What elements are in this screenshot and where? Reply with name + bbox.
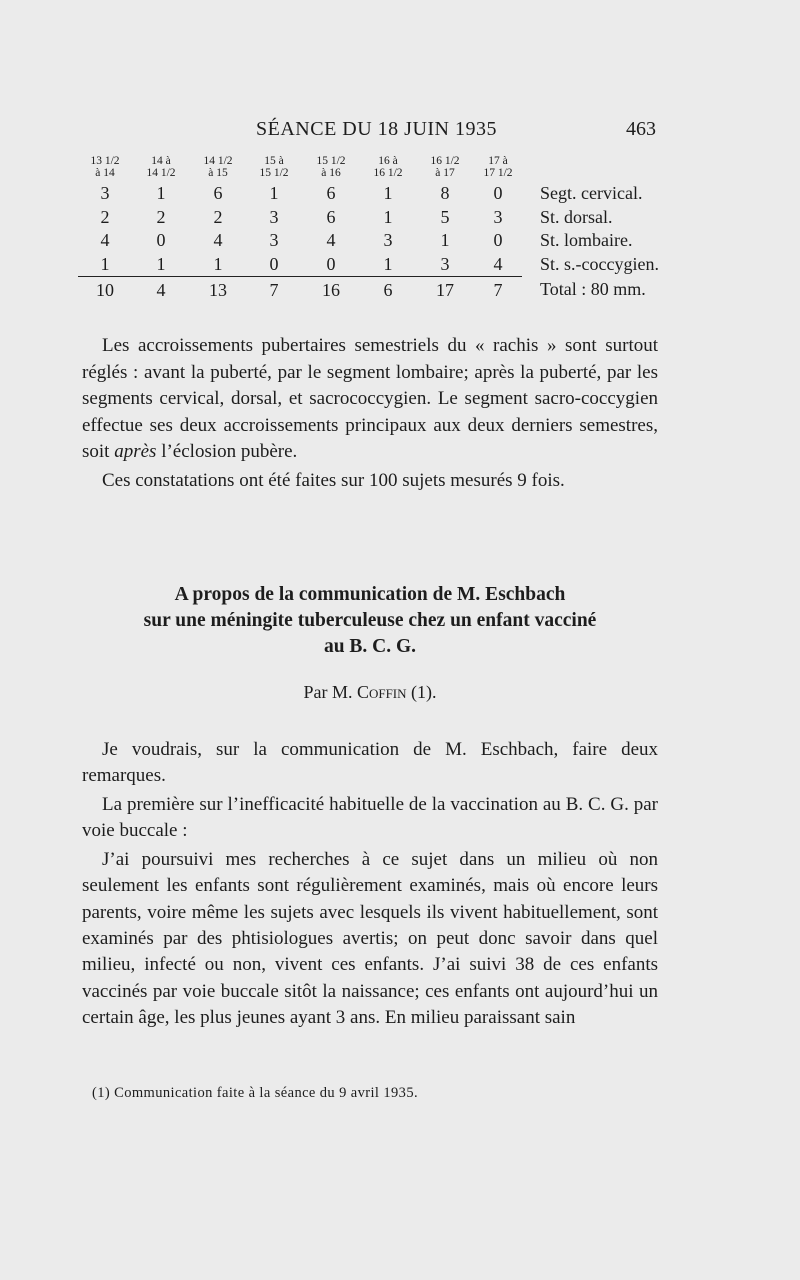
table-cell: 4 xyxy=(474,253,522,277)
table-cell: 6 xyxy=(326,183,336,204)
row-label: St. dorsal. xyxy=(540,206,613,227)
table-cell: 4 xyxy=(213,230,223,251)
growth-table xyxy=(78,152,700,303)
table-row xyxy=(78,253,700,277)
table-cell: 3 xyxy=(100,183,110,204)
table-cell: 2 xyxy=(213,206,223,227)
table-cell: 3 xyxy=(269,230,279,251)
table-cell: 8 xyxy=(440,183,450,204)
table-cell: 0 xyxy=(302,253,360,277)
total-cell: 10 xyxy=(96,279,114,300)
table-cell: 3 xyxy=(416,253,474,277)
table-cell: 6 xyxy=(326,206,336,227)
paragraph: Ces constatations ont été faites sur 100 sujets mesurés 9 fois. xyxy=(102,469,565,491)
column-header: 16 1/2 à 17 xyxy=(430,155,460,179)
author-name: Coffin xyxy=(356,682,407,702)
table-cell: 1 xyxy=(383,206,393,227)
page-number: 463 xyxy=(626,118,656,140)
row-label: St. s.-coccygien. xyxy=(540,254,659,274)
table-cell: 1 xyxy=(78,253,132,277)
table-cell: 4 xyxy=(326,230,336,251)
paragraph: J’ai poursuivi mes recherches à ce sujet dans un milieu où non seulement les enfants sont régulièrement examinés, mais où encore leurs parents, voire même les sujets avec lesquels ils vivent habituellement, sont examinés par des phtisiologues avertis; on peut donc savoir dans quel milieu, infecté ou non, vivent ces enfants. J’ai suivi 38 de ces enfants vaccinés par voie buccale sitôt la naissance; ces enfants ont aujourd’hui un certain âge, les plus jeunes ayant 3 ans. En milieu paraissant sain xyxy=(82,849,658,1028)
table-header-row xyxy=(78,152,700,182)
author-line: Par M. Coffin (1). xyxy=(303,682,437,702)
table-cell: 5 xyxy=(440,206,450,227)
total-cell: 17 xyxy=(436,279,454,300)
table-cell: 4 xyxy=(100,230,110,251)
table-row xyxy=(78,206,700,230)
column-header: 14 à 14 1/2 xyxy=(146,155,176,179)
total-cell: 7 xyxy=(269,279,279,300)
total-cell: 4 xyxy=(156,279,166,300)
paragraph: La première sur l’inefficacité habituelle de la vaccination au B. C. G. par voie buccale : xyxy=(82,794,658,842)
article-title: A propos de la communication de M. Eschbach sur une méningite tuberculeuse chez un enfant vacciné au B. C. G. xyxy=(143,584,597,657)
column-header: 15 à 15 1/2 xyxy=(259,155,289,179)
column-header: 13 1/2 à 14 xyxy=(90,155,120,179)
column-header: 15 1/2 à 16 xyxy=(316,155,346,179)
table-row xyxy=(78,229,700,253)
paragraph: Les accroissements pubertaires semestriels du « rachis » sont surtout réglés : avant la puberté, par le segment lombaire; après la puberté, par les segments cervical, dorsal, et sacrococcygien. Le segment sacro-coccygien effectue ses deux accroissements principaux aux deux derniers semestres, soit après l’éclosion pubère. xyxy=(82,335,658,462)
table-cell: 0 xyxy=(156,230,166,251)
table-cell: 1 xyxy=(360,253,416,277)
column-header: 17 à 17 1/2 xyxy=(483,155,513,179)
total-cell: 7 xyxy=(493,279,503,300)
total-cell: 13 xyxy=(209,279,227,300)
paragraph: Je voudrais, sur la communication de M. Eschbach, faire deux remarques. xyxy=(82,739,658,787)
table-cell: 1 xyxy=(440,230,450,251)
total-cell: 16 xyxy=(322,279,340,300)
table-cell: 1 xyxy=(269,183,279,204)
table-cell: 2 xyxy=(156,206,166,227)
running-head xyxy=(0,118,800,146)
table-total-row xyxy=(78,277,700,304)
table-cell: 3 xyxy=(493,206,503,227)
table-cell: 2 xyxy=(100,206,110,227)
table-cell: 1 xyxy=(132,253,190,277)
table-cell: 1 xyxy=(383,183,393,204)
footnote: (1) Communication faite à la séance du 9 avril 1935. xyxy=(92,1085,419,1101)
conclusion-text xyxy=(82,333,658,494)
footnote-ref: (1). xyxy=(411,682,437,702)
article-body xyxy=(82,737,658,1031)
table-cell: 1 xyxy=(190,253,246,277)
running-head-title: SÉANCE DU 18 JUIN 1935 xyxy=(256,118,497,140)
table-cell: 6 xyxy=(213,183,223,204)
total-cell: 6 xyxy=(383,279,393,300)
table-cell: 0 xyxy=(246,253,302,277)
row-label: St. lombaire. xyxy=(540,230,633,251)
table-cell: 3 xyxy=(269,206,279,227)
table-cell: 1 xyxy=(156,183,166,204)
table-cell: 0 xyxy=(493,230,503,251)
total-label: Total : 80 mm. xyxy=(540,279,646,300)
table-cell: 0 xyxy=(493,183,503,204)
table-cell: 3 xyxy=(383,230,393,251)
column-header: 14 1/2 à 15 xyxy=(203,155,233,179)
table-row xyxy=(78,182,700,206)
column-header: 16 à 16 1/2 xyxy=(373,155,403,179)
row-label: Segt. cervical. xyxy=(540,183,643,204)
